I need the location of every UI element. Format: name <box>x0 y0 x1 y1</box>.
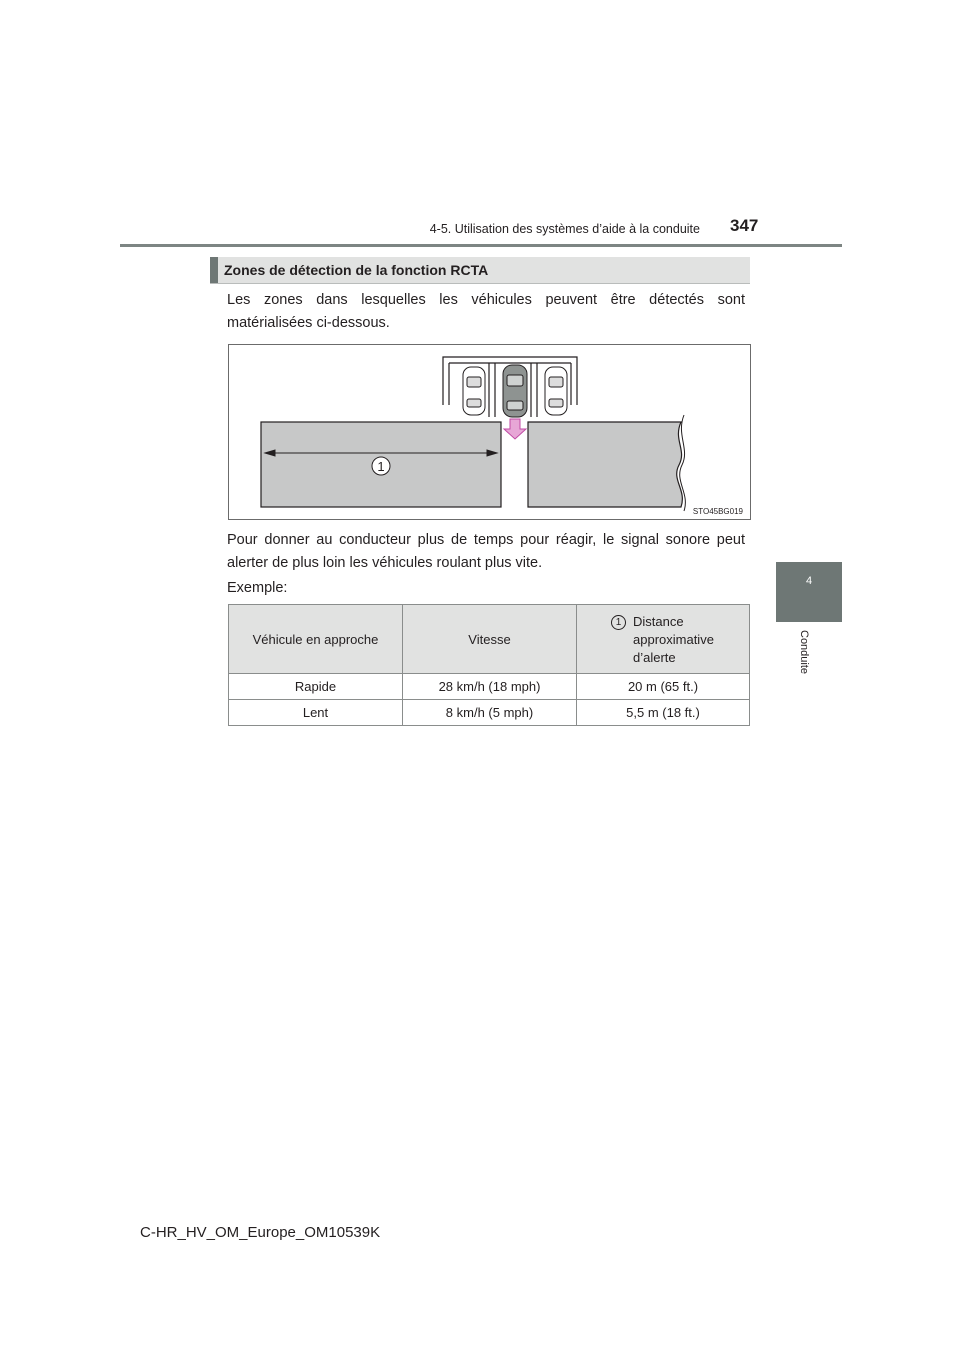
reverse-direction-arrow-icon <box>504 419 526 439</box>
table-cell: 28 km/h (18 mph) <box>403 674 577 700</box>
example-label: Exemple: <box>227 580 288 596</box>
header-callout-1: 1 <box>611 615 626 630</box>
chapter-tab-label-wrap <box>790 630 830 710</box>
chapter-tab-label: Conduite <box>798 630 810 675</box>
table-header-cell <box>577 605 750 674</box>
table-header-row <box>229 605 750 674</box>
reversing-car-icon <box>503 365 527 417</box>
table-header-cell: Vitesse <box>403 605 577 674</box>
page-number: 347 <box>730 216 759 235</box>
table-header-cell: Véhicule en approche <box>229 605 403 674</box>
section-heading-title: Zones de détection de la fonction RCTA <box>224 262 489 278</box>
section-heading-marker <box>210 257 218 283</box>
header-distance-label: Distance approximative d’alerte <box>633 614 714 665</box>
chapter-tab[interactable] <box>776 562 842 622</box>
alert-distance-table <box>228 604 750 726</box>
figure-code: STO45BG019 <box>692 507 743 516</box>
rcta-diagram <box>229 345 750 519</box>
table-cell: Lent <box>229 700 403 726</box>
parked-car-left-icon <box>463 367 485 415</box>
section-heading <box>210 257 750 284</box>
body-paragraph: Pour donner au conducteur plus de temps pour réagir, le signal sonore peut alerter de plus loin les véhicules roulant plus vite. <box>227 532 745 571</box>
table-cell: Rapide <box>229 674 403 700</box>
document-id: C-HR_HV_OM_Europe_OM10539K <box>140 1224 381 1241</box>
rcta-detection-figure <box>228 344 751 520</box>
chapter-tab-number: 4 <box>805 575 813 587</box>
parked-car-right-icon <box>545 367 567 415</box>
table-cell: 8 km/h (5 mph) <box>403 700 577 726</box>
intro-paragraph: Les zones dans lesquelles les véhicules peuvent être détectés sont matérialisées ci-dessous. <box>227 292 745 331</box>
table-row <box>229 674 750 700</box>
table-cell: 5,5 m (18 ft.) <box>577 700 750 726</box>
table-row <box>229 700 750 726</box>
detection-zone-right <box>528 422 682 507</box>
table-cell: 20 m (65 ft.) <box>577 674 750 700</box>
header-rule <box>120 244 842 247</box>
running-header-section: 4-5. Utilisation des systèmes d’aide à la conduite <box>429 222 700 236</box>
callout-1-label: 1 <box>377 459 385 474</box>
